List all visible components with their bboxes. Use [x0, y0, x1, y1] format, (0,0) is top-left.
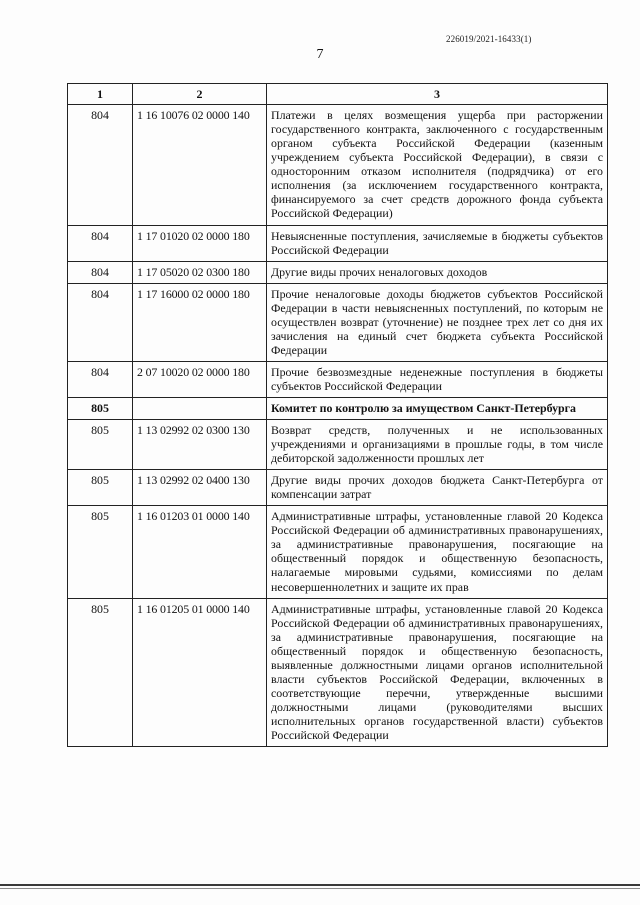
admin-code-cell: 804 [68, 105, 133, 225]
description-cell: Возврат средств, полученных и не использованных учреждениями и организациями в прошлые годы, в том числе дебиторской задолженности прошлых лет [267, 420, 608, 470]
description-cell: Прочие безвозмездные неденежные поступления в бюджеты субъектов Российской Федерации [267, 361, 608, 397]
budget-code-cell: 1 16 01205 01 0000 140 [133, 598, 267, 746]
document-id: 226019/2021-16433(1) [446, 34, 532, 44]
description-cell: Административные штрафы, установленные главой 20 Кодекса Российской Федерации об административных правонарушениях, за административные правонарушения, посягающие на общественный порядок и общественную безопасность, выявленные должностными лицами органов исполнительной власти субъектов Российской Федерации, включенных в соответствующие перечни, утвержденные высшими должностными лицами (руководителями высших исполнительных органов государственной власти) субъектов Российской Федерации [267, 598, 608, 746]
scan-edge-line-secondary [0, 888, 640, 889]
budget-code-cell: 1 16 10076 02 0000 140 [133, 105, 267, 225]
admin-code-cell: 804 [68, 225, 133, 261]
page-number: 7 [316, 47, 324, 62]
table-row [68, 420, 608, 470]
admin-code-cell: 805 [68, 470, 133, 506]
description-cell: Платежи в целях возмещения ущерба при расторжении государственного контракта, заключенного с государственным органом субъекта Российской Федерации (казенным учреждением субъекта Российской Федерации), в связи с односторонним отказом исполнителя (подрядчика) от его исполнения (за исключением государственного контракта, финансируемого за счет средств дорожного фонда субъекта Российской Федерации) [267, 105, 608, 225]
header-col-1: 1 [68, 84, 133, 105]
budget-code-cell: 1 16 01203 01 0000 140 [133, 506, 267, 598]
table-row [68, 598, 608, 746]
budget-code-cell: 2 07 10020 02 0000 180 [133, 361, 267, 397]
description-cell: Прочие неналоговые доходы бюджетов субъектов Российской Федерации в части невыясненных поступлений, по которым не осуществлен возврат (уточнение) не позднее трех лет со дня их зачисления на единый счет бюджета субъекта Российской Федерации [267, 283, 608, 361]
admin-code-cell: 804 [68, 283, 133, 361]
table-row [68, 283, 608, 361]
header-col-3: 3 [267, 84, 608, 105]
budget-code-cell [133, 398, 267, 420]
table-row [68, 506, 608, 598]
admin-code-cell: 804 [68, 261, 133, 283]
budget-code-cell: 1 17 01020 02 0000 180 [133, 225, 267, 261]
admin-code-cell: 805 [68, 398, 133, 420]
budget-code-cell: 1 17 05020 02 0300 180 [133, 261, 267, 283]
table-row [68, 225, 608, 261]
table-header-row [68, 84, 608, 105]
budget-code-cell: 1 13 02992 02 0300 130 [133, 420, 267, 470]
table-row [68, 105, 608, 225]
scan-edge-line [0, 884, 640, 886]
admin-code-cell: 804 [68, 361, 133, 397]
table-row [68, 361, 608, 397]
description-cell: Комитет по контролю за имуществом Санкт-Петербурга [267, 398, 608, 420]
description-cell: Другие виды прочих доходов бюджета Санкт-Петербурга от компенсации затрат [267, 470, 608, 506]
table-row [68, 261, 608, 283]
header-col-2: 2 [133, 84, 267, 105]
budget-codes-table [67, 83, 608, 747]
budget-code-cell: 1 13 02992 02 0400 130 [133, 470, 267, 506]
budget-code-cell: 1 17 16000 02 0000 180 [133, 283, 267, 361]
description-cell: Административные штрафы, установленные главой 20 Кодекса Российской Федерации об административных правонарушениях, за административные правонарушения, посягающие на общественный порядок и общественную безопасность, налагаемые мировыми судьями, комиссиями по делам несовершеннолетних и защите их прав [267, 506, 608, 598]
table-row [68, 470, 608, 506]
description-cell: Невыясненные поступления, зачисляемые в бюджеты субъектов Российской Федерации [267, 225, 608, 261]
description-cell: Другие виды прочих неналоговых доходов [267, 261, 608, 283]
admin-code-cell: 805 [68, 506, 133, 598]
table-row-organization [68, 398, 608, 420]
admin-code-cell: 805 [68, 598, 133, 746]
admin-code-cell: 805 [68, 420, 133, 470]
